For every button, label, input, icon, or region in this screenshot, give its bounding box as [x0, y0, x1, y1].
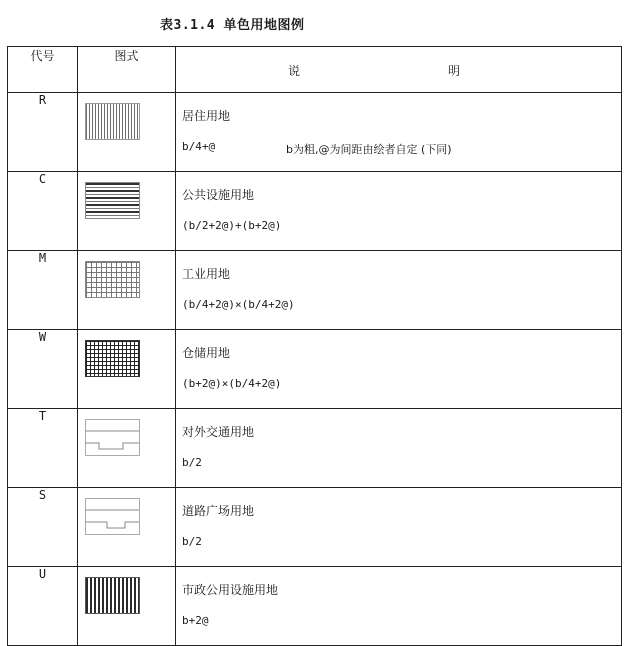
- municipal-utilities-pattern-swatch: [85, 577, 140, 614]
- public-facilities-pattern-swatch: [85, 182, 140, 219]
- pattern-cell: [78, 567, 176, 646]
- row-code: U: [8, 567, 78, 646]
- external-transport-pattern-swatch: [85, 419, 140, 456]
- pattern-cell: [78, 330, 176, 409]
- land-use-name: 道路广场用地: [182, 504, 255, 518]
- warehouse-pattern-swatch: [85, 340, 140, 377]
- land-use-name: 市政公用设施用地: [182, 583, 279, 597]
- header-desc-left: 说: [288, 64, 301, 78]
- row-code: R: [8, 93, 78, 172]
- residential-pattern-swatch: [85, 103, 140, 140]
- line-formula: (b/2+2@)+(b+2@): [182, 219, 282, 232]
- row-code: C: [8, 172, 78, 251]
- description-cell: [176, 567, 622, 646]
- line-formula: (b+2@)×(b/4+2@): [182, 377, 282, 390]
- line-formula: b+2@: [182, 614, 209, 627]
- table-row: [8, 409, 622, 488]
- row-code: T: [8, 409, 78, 488]
- header-code: 代号: [8, 47, 78, 93]
- table-row: [8, 330, 622, 409]
- description-cell: [176, 93, 622, 172]
- road-outline-icon: [85, 419, 140, 456]
- formula-note: b为粗,@为间距由绘者自定 (下同): [286, 143, 452, 156]
- description-cell: [176, 251, 622, 330]
- pattern-cell: [78, 488, 176, 567]
- land-use-name: 工业用地: [182, 267, 231, 281]
- land-use-name: 对外交通用地: [182, 425, 255, 439]
- pattern-cell: [78, 93, 176, 172]
- table-row: [8, 93, 622, 172]
- land-use-name: 公共设施用地: [182, 188, 255, 202]
- description-cell: [176, 330, 622, 409]
- land-use-name: 居住用地: [182, 109, 231, 123]
- line-formula: (b/4+2@)×(b/4+2@): [182, 298, 295, 311]
- description-cell: [176, 172, 622, 251]
- pattern-cell: [78, 409, 176, 488]
- row-code: M: [8, 251, 78, 330]
- table-row: [8, 251, 622, 330]
- row-code: S: [8, 488, 78, 567]
- header-desc-right: 明: [448, 64, 461, 78]
- table-row: [8, 488, 622, 567]
- line-formula: b/2: [182, 456, 202, 469]
- table-title: 表3.1.4 单色用地图例: [160, 18, 305, 33]
- road-square-pattern-swatch: [85, 498, 140, 535]
- pattern-cell: [78, 172, 176, 251]
- table-row: [8, 567, 622, 646]
- line-formula: b/2: [182, 535, 202, 548]
- table-row: [8, 172, 622, 251]
- description-cell: [176, 409, 622, 488]
- header-row: [8, 47, 622, 93]
- row-code: W: [8, 330, 78, 409]
- land-use-name: 仓储用地: [182, 346, 231, 360]
- header-description: [176, 47, 622, 93]
- industrial-pattern-swatch: [85, 261, 140, 298]
- road-outline-icon: [85, 498, 140, 535]
- line-formula: b/4+@: [182, 140, 216, 153]
- description-cell: [176, 488, 622, 567]
- header-pattern: 图式: [78, 47, 176, 93]
- legend-table: [7, 46, 622, 646]
- pattern-cell: [78, 251, 176, 330]
